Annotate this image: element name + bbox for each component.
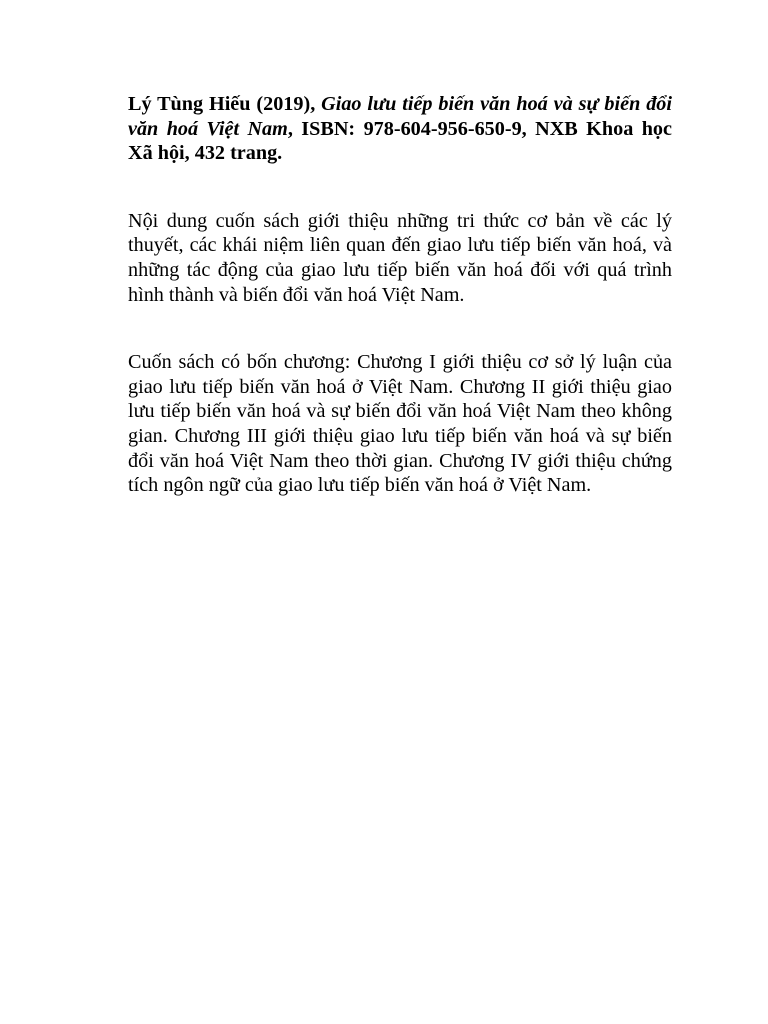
- chapters-paragraph: Cuốn sách có bốn chương: Chương I giới thiệu cơ sở lý luận của giao lưu tiếp biến văn hoá ở Việt Nam. Chương II giới thiệu giao lưu tiếp biến văn hoá và sự biến đổi văn hoá Việt Nam theo không gian. Chương III giới thiệu giao lưu tiếp biến văn hoá và sự biến đổi văn hoá Việt Nam theo thời gian. Chương IV giới thiệu chứng tích ngôn ngữ của giao lưu tiếp biến văn hoá ở Việt Nam.: [128, 351, 672, 497]
- citation-book-title: Giao lưu tiếp biến văn hoá và sự biến đổi văn hoá Việt Nam: [128, 93, 672, 140]
- document-page: [128, 92, 672, 498]
- citation-publication-details: , ISBN: 978-604-956-650-9, NXB Khoa học Xã hội, 432 trang.: [128, 117, 672, 165]
- book-citation: [128, 92, 672, 166]
- summary-paragraph: Nội dung cuốn sách giới thiệu những tri thức cơ bản về các lý thuyết, các khái niệm liên quan đến giao lưu tiếp biến văn hoá, và những tác động của giao lưu tiếp biến văn hoá đối với quá trình hình thành và biến đổi văn hoá Việt Nam.: [128, 209, 672, 306]
- citation-author-year: Lý Tùng Hiếu (2019),: [128, 93, 322, 115]
